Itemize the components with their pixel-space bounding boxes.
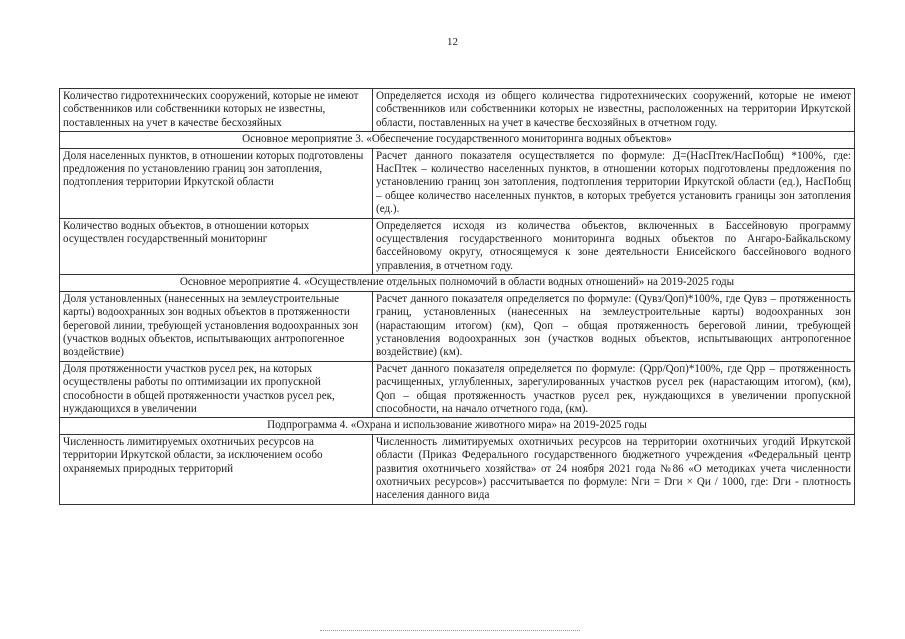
table-row	[60, 361, 855, 418]
indicator-method: Определяется исходя из количества объектов, включенных в Бассейновую программу осуществления государственного мониторинга водных объектов по Ангаро-Байкальскому бассейновому округу, относящемуся к зоне деятельности Енисейского бассейнового водного управления, в отчетном году.	[373, 218, 855, 275]
table-row	[60, 89, 855, 132]
section-row	[60, 418, 855, 434]
indicator-name: Количество водных объектов, в отношении которых осуществлен государственный мониторинг	[60, 218, 373, 275]
indicator-name: Численность лимитируемых охотничьих ресурсов на территории Иркутской области, за исключением особо охраняемых природных территорий	[60, 434, 373, 504]
indicator-method: Расчет данного показателя определяется по формуле: (Qувз/Qоп)*100%, где Qувз – протяженность границ, установленных (нанесенных на землеустроительные карты) водоохранных зон (нарастающим итогом) (км), Qоп – общая протяженность береговой линии, требующей установления водоохранных зон (участков водных объектов, испытывающих антропогенное воздействие) (км).	[373, 291, 855, 361]
table-row	[60, 434, 855, 504]
section-heading: Основное мероприятие 3. «Обеспечение государственного мониторинга водных объектов»	[60, 132, 855, 148]
table-row	[60, 218, 855, 275]
indicator-method: Численность лимитируемых охотничьих ресурсов на территории охотничьих угодий Иркутской области (Приказ Федерального государственного бюджетного учреждения «Федеральный центр развития охотничьего хозяйства» от 24 ноября 2021 года №86 «О методиках учета численности охотничьих ресурсов») рассчитывается по формуле: Nги = Dги × Qи / 1000, где: Dги - плотность населения данного вида	[373, 434, 855, 504]
indicator-method: Расчет данного показателя определяется по формуле: (Qрр/Qоп)*100%, где Qрр – протяженность расчищенных, углубленных, зарегулированных участков русел рек (нарастающим итогом), (км), Qоп – общая протяженность участков русел рек, нуждающихся в увеличении пропускной способности, на начало отчетного года, (км).	[373, 361, 855, 418]
page-number: 12	[447, 36, 458, 48]
section-row	[60, 132, 855, 148]
indicators-table	[59, 88, 855, 505]
indicator-method: Определяется исходя из общего количества гидротехнических сооружений, которые не имеют собственников или собственники которых не известны, расположенных на территории Иркутской области, поставленных на учет в качестве бесхозяйных в отчетном году.	[373, 89, 855, 132]
section-row	[60, 275, 855, 291]
section-heading: Подпрограмма 4. «Охрана и использование животного мира» на 2019-2025 годы	[60, 418, 855, 434]
table-row	[60, 291, 855, 361]
indicator-method: Расчет данного показателя осуществляется по формуле: Д=(НасПтек/НасПобщ) *100%, где: НасПтек – количество населенных пунктов, в отношении которых подготовлены предложения по установлению границ зон затопления, подтопления территории Иркутской области (ед.), НасПобщ – общее количество населенных пунктов, в которых требуется установить границы зон затопления (ед.).	[373, 148, 855, 218]
indicator-name: Доля населенных пунктов, в отношении которых подготовлены предложения по установлению границ зон затопления, подтопления территории Иркутской области	[60, 148, 373, 218]
section-heading: Основное мероприятие 4. «Осуществление отдельных полномочий в области водных отношений» на 2019-2025 годы	[60, 275, 855, 291]
table-row	[60, 148, 855, 218]
indicator-name: Доля установленных (нанесенных на землеустроительные карты) водоохранных зон водных объектов в протяженности береговой линии, требующей установления водоохранных зон (участков водных объектов, испытывающих антропогенное воздействие)	[60, 291, 373, 361]
indicator-name: Доля протяженности участков русел рек, на которых осуществлены работы по оптимизации их пропускной способности в общей протяженности участков русел рек, нуждающихся в увеличении	[60, 361, 373, 418]
scan-artifact	[320, 630, 580, 634]
indicator-name: Количество гидротехнических сооружений, которые не имеют собственников или собственники которых не известны, поставленных на учет в качестве бесхозяйных	[60, 89, 373, 132]
